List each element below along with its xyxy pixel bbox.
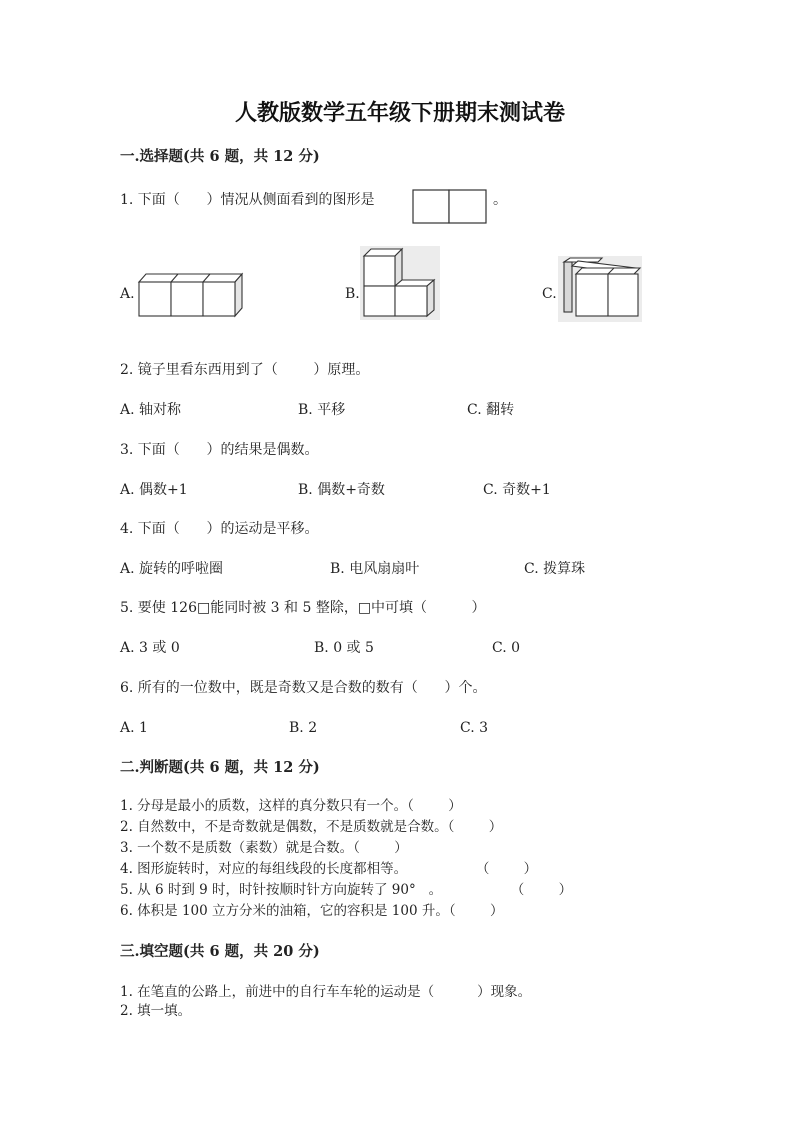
q4-option-a: A. 旋转的呼啦圈 [120, 561, 224, 577]
judgment-item: 6. 体积是 100 立方分米的油箱，它的容积是 100 升。（ ） [120, 903, 504, 919]
q4-option-c: C. 拨算珠 [524, 561, 586, 577]
q3-option-b: B. 偶数+奇数 [298, 482, 385, 498]
judgment-item: 4. 图形旋转时，对应的每组线段的长度都相等。 （ ） [120, 861, 538, 877]
judgment-item: 1. 分母是最小的质数，这样的真分数只有一个。（ ） [120, 798, 462, 814]
judgment-item: 3. 一个数不是质数（素数）就是合数。（ ） [120, 840, 408, 856]
judgment-item: 2. 自然数中，不是奇数就是偶数，不是质数就是合数。（ ） [120, 819, 503, 835]
question-5-stem: 5. 要使 126□能同时被 3 和 5 整除，□中可填（ ） [120, 600, 486, 616]
question-1-stem: 1. 下面（ ）情况从侧面看到的图形是 [120, 192, 375, 208]
q5-option-b: B. 0 或 5 [314, 640, 374, 656]
side-view-figure [412, 189, 490, 225]
q5-option-c: C. 0 [492, 640, 521, 656]
cubes-figure-c [558, 256, 642, 322]
q3-option-c: C. 奇数+1 [483, 482, 551, 498]
section-heading-judgment: 二.判断题(共 6 题，共 12 分) [120, 759, 320, 776]
question-1-end: 。 [493, 192, 507, 208]
fill-in-item: 2. 填一填。 [120, 1003, 192, 1019]
option-b-label: B. [345, 286, 360, 302]
question-6-stem: 6. 所有的一位数中，既是奇数又是合数的数有（ ）个。 [120, 680, 487, 696]
option-a-label: A. [120, 286, 135, 302]
q4-option-b: B. 电风扇扇叶 [330, 561, 420, 577]
page-title: 人教版数学五年级下册期末测试卷 [234, 100, 565, 126]
q6-option-a: A. 1 [120, 720, 148, 736]
cubes-figure-a [136, 270, 244, 320]
q6-option-b: B. 2 [289, 720, 318, 736]
q2-option-b: B. 平移 [298, 402, 346, 418]
q2-option-c: C. 翻转 [467, 402, 515, 418]
section-heading-fill-in: 三.填空题(共 6 题，共 20 分) [120, 943, 320, 960]
fill-in-item: 1. 在笔直的公路上，前进中的自行车车轮的运动是（ ）现象。 [120, 984, 532, 1000]
q5-option-a: A. 3 或 0 [120, 640, 180, 656]
question-3-stem: 3. 下面（ ）的结果是偶数。 [120, 442, 319, 458]
option-c-label: C. [542, 286, 557, 302]
question-4-stem: 4. 下面（ ）的运动是平移。 [120, 521, 319, 537]
q2-option-a: A. 轴对称 [120, 402, 182, 418]
section-heading-choice: 一.选择题(共 6 题，共 12 分) [120, 148, 320, 165]
question-2-stem: 2. 镜子里看东西用到了（ ）原理。 [120, 362, 370, 378]
cubes-figure-b [360, 246, 440, 320]
q6-option-c: C. 3 [460, 720, 489, 736]
q3-option-a: A. 偶数+1 [120, 482, 188, 498]
judgment-item: 5. 从 6 时到 9 时，时针按顺时针方向旋转了 90° 。 （ ） [120, 882, 573, 898]
